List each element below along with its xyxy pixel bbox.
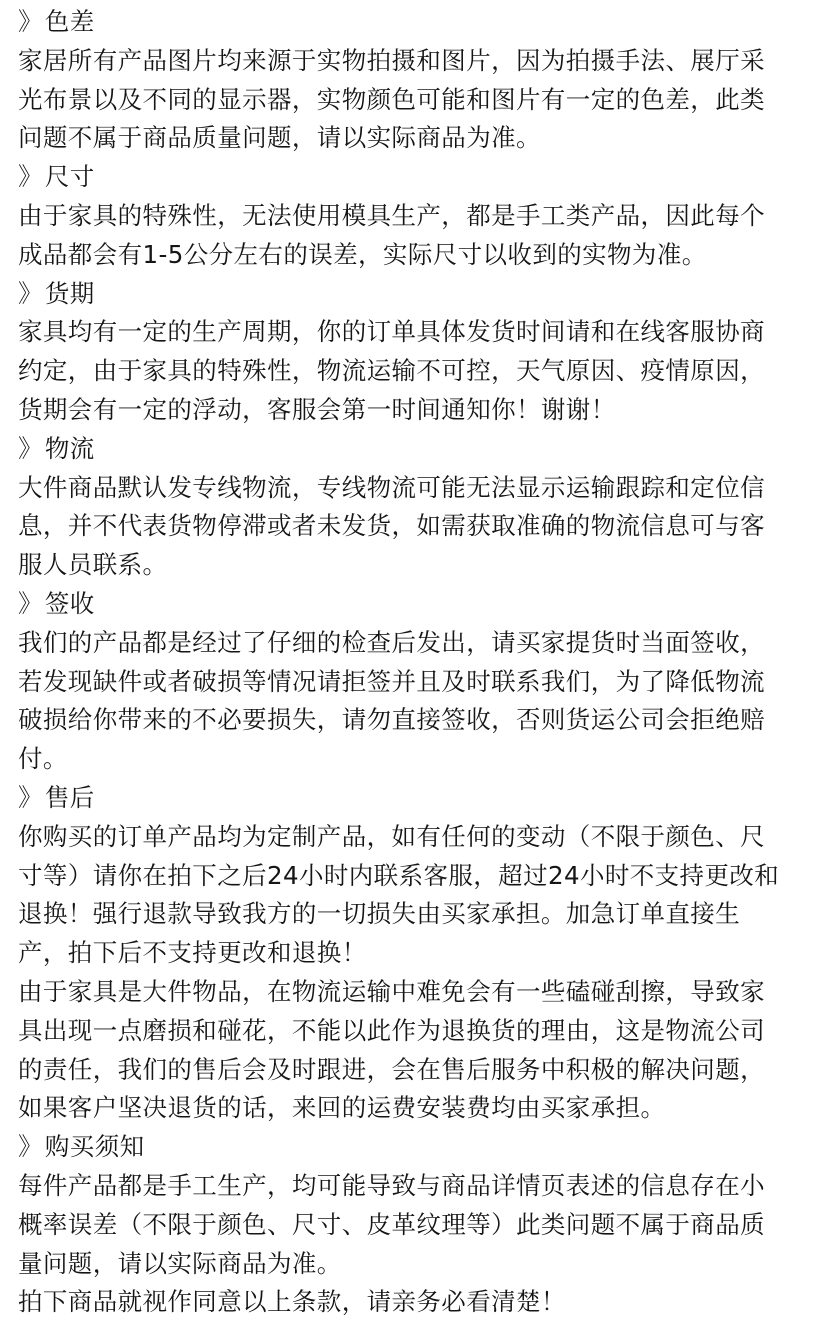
section-heading-signing: 》签收: [18, 588, 95, 618]
paragraph-line: 量问题，请以实际商品为准。: [18, 1248, 342, 1278]
paragraph-line: 如果客户坚决退货的话，来回的运费安装费均由买家承担。: [18, 1093, 666, 1123]
section-heading-color-difference: 》色差: [18, 7, 95, 36]
paragraph-line: 退换！强行退款导致我方的一切损失由买家承担。加急订单直接生: [18, 899, 741, 929]
paragraph-line: 若发现缺件或者破损等情况请拒签并且及时联系我们，为了降低物流: [18, 666, 765, 696]
paragraph-line: 拍下商品就视作同意以上条款，请亲务必看清楚！: [18, 1287, 566, 1317]
purchase-notice: [18, 3, 818, 1322]
paragraph-line: 你购买的订单产品均为定制产品，如有任何的变动（不限于颜色、尺: [18, 821, 765, 851]
paragraph-line: 破损给你带来的不必要损失，请勿直接签收，否则货运公司会拒绝赔: [18, 705, 765, 735]
paragraph-line: 家具均有一定的生产周期，你的订单具体发货时间请和在线客服协商: [18, 317, 765, 347]
paragraph-line: 的责任，我们的售后会及时跟进，会在售后服务中积极的解决问题，: [18, 1054, 765, 1084]
heading-marker: 》: [18, 278, 43, 308]
paragraph-line: 产，拍下后不支持更改和退换！: [18, 938, 367, 968]
paragraph-line: 货期会有一定的浮动，客服会第一时间通知你！谢谢！: [18, 394, 616, 424]
section-heading-size: 》尺寸: [18, 162, 95, 192]
paragraph-line: 我们的产品都是经过了仔细的检查后发出，请买家提货时当面签收，: [18, 627, 765, 657]
paragraph-line: 付。: [18, 744, 68, 774]
heading-marker: 》: [18, 7, 43, 36]
section-heading-after-sales: 》售后: [18, 782, 95, 812]
heading-marker: 》: [18, 1132, 43, 1162]
paragraph-line: 由于家具是大件物品，在物流运输中难免会有一些磕碰刮擦，导致家: [18, 976, 765, 1006]
paragraph-line: 约定，由于家具的特殊性，物流运输不可控，天气原因、疫情原因，: [18, 356, 765, 386]
paragraph-line: 概率误差（不限于颜色、尺寸、皮革纹理等）此类问题不属于商品质: [18, 1209, 765, 1239]
heading-marker: 》: [18, 782, 43, 812]
paragraph-line: 成品都会有1-5公分左右的误差，实际尺寸以收到的实物为准。: [18, 239, 707, 269]
heading-marker: 》: [18, 162, 43, 192]
paragraph-line: 问题不属于商品质量问题，请以实际商品为准。: [18, 123, 541, 153]
paragraph-line: 具出现一点磨损和碰花，不能以此作为退换货的理由，这是物流公司: [18, 1015, 765, 1045]
paragraph-line: 由于家具的特殊性，无法使用模具生产，都是手工类产品，因此每个: [18, 200, 765, 230]
paragraph-line: 家居所有产品图片均来源于实物拍摄和图片，因为拍摄手法、展厅采: [18, 45, 765, 75]
paragraph-line: 每件产品都是手工生产，均可能导致与商品详情页表述的信息存在小: [18, 1170, 765, 1200]
paragraph-line: 息，并不代表货物停滞或者未发货，如需获取准确的物流信息可与客: [18, 511, 765, 541]
heading-marker: 》: [18, 588, 43, 618]
paragraph-line: 服人员联系。: [18, 550, 168, 580]
heading-marker: 》: [18, 433, 43, 463]
paragraph-line: 光布景以及不同的显示器，实物颜色可能和图片有一定的色差，此类: [18, 84, 765, 114]
section-heading-delivery-time: 》货期: [18, 278, 95, 308]
paragraph-line: 寸等）请你在拍下之后24小时内联系客服，超过24小时不支持更改和: [18, 860, 780, 890]
section-heading-purchase-notes: 》购买须知: [18, 1132, 145, 1162]
paragraph-line: 大件商品默认发专线物流，专线物流可能无法显示运输跟踪和定位信: [18, 472, 765, 502]
section-heading-logistics: 》物流: [18, 433, 95, 463]
